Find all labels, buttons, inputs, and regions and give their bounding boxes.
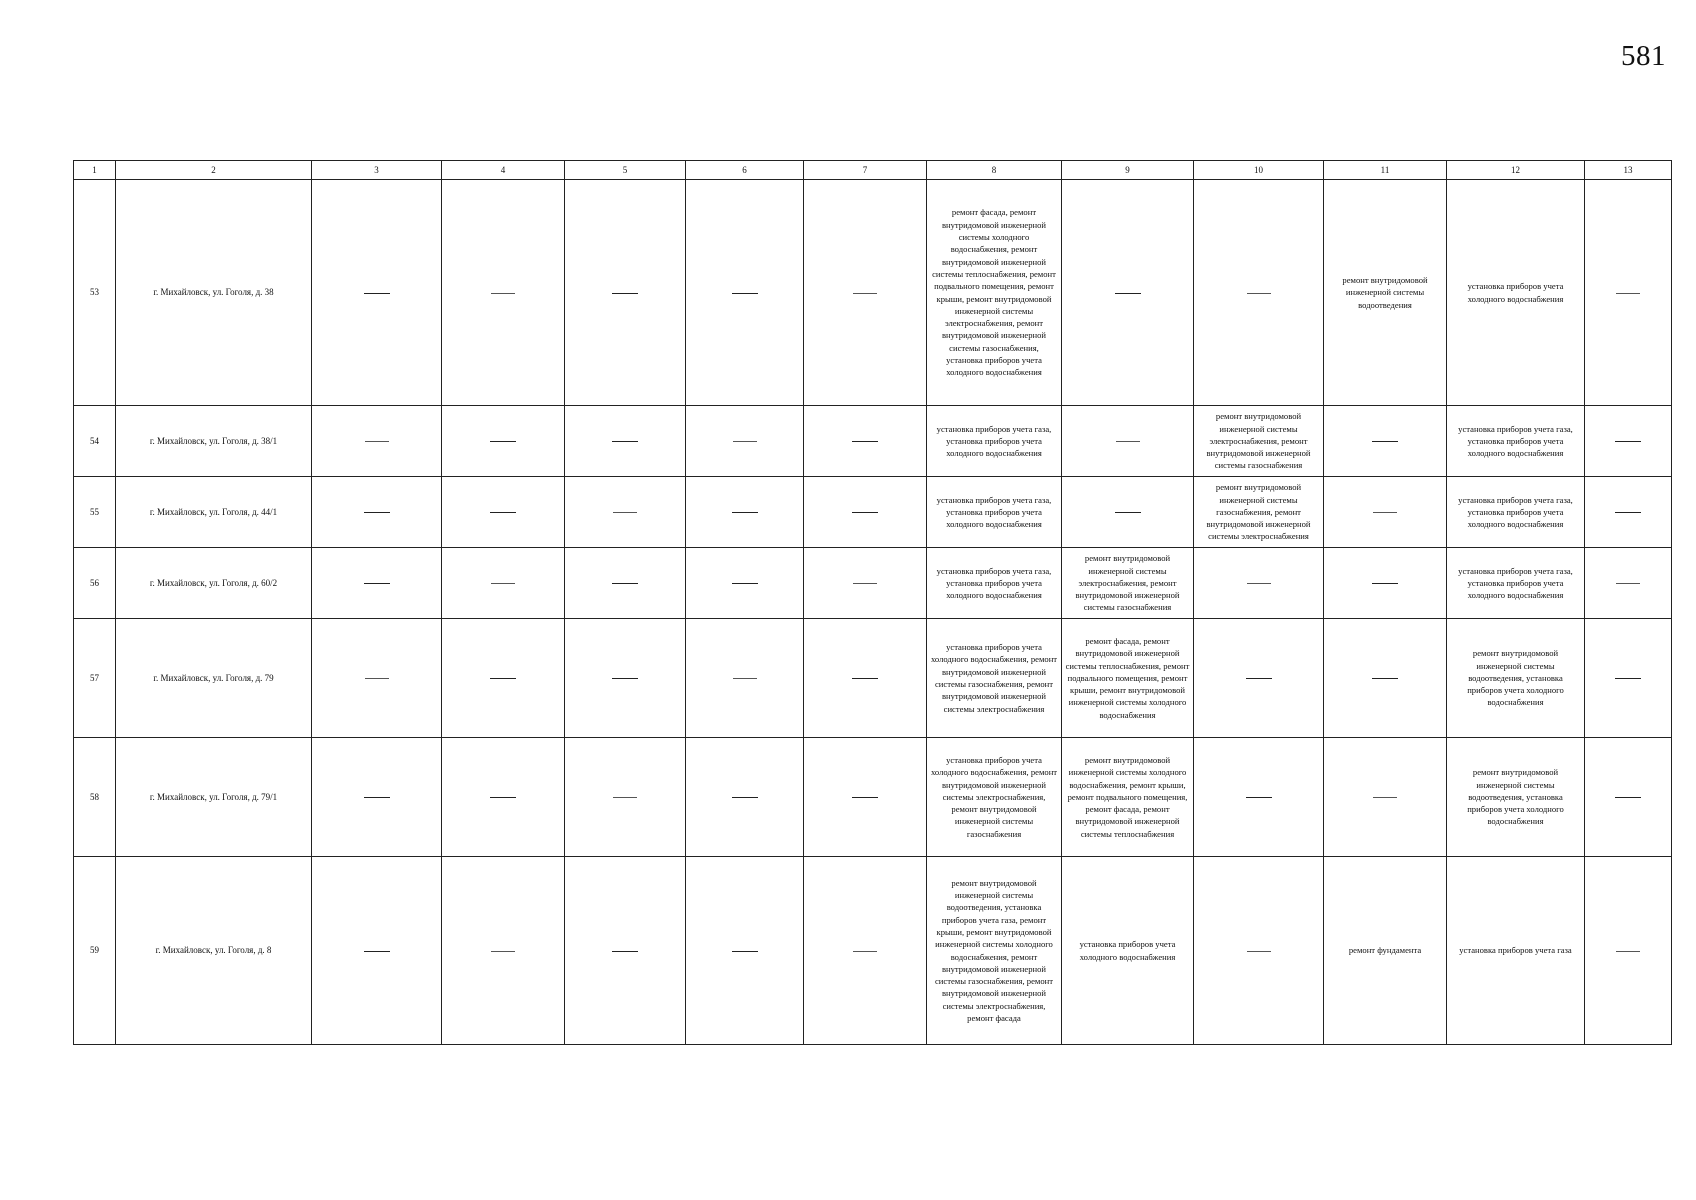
empty-cell-col-5 [565,619,686,738]
dash-mark [1373,797,1397,798]
empty-cell-col-4 [442,738,565,857]
work-cell-col-9: ремонт фасада, ремонт внутридомовой инженерной системы теплоснабжения, ремонт подвального помещения, ремонт крыши, ремонт внутридомовой инженерной системы холодного водоснабжения [1062,619,1194,738]
dash-mark [612,678,638,679]
dash-mark [1115,512,1141,513]
dash-mark [852,441,878,442]
dash-mark [853,293,877,294]
work-cell-col-12: ремонт внутридомовой инженерной системы водоотведения, установка приборов учета холодного водоснабжения [1447,619,1585,738]
work-cell-col-12: установка приборов учета газа [1447,857,1585,1045]
dash-mark [1246,797,1272,798]
dash-mark [612,293,638,294]
row-number: 56 [74,548,116,619]
empty-cell-col-9 [1062,477,1194,548]
empty-cell-col-11 [1324,406,1447,477]
dash-mark [1372,583,1398,584]
column-header-9: 9 [1062,161,1194,180]
table-header [74,161,1672,180]
empty-cell-col-6 [686,548,804,619]
column-header-1: 1 [74,161,116,180]
empty-cell-col-6 [686,477,804,548]
dash-mark [490,797,516,798]
dash-mark [491,583,515,584]
address-cell: г. Михайловск, ул. Гоголя, д. 38/1 [116,406,312,477]
column-header-2: 2 [116,161,312,180]
dash-mark [364,797,390,798]
empty-cell-col-7 [804,619,927,738]
row-number: 58 [74,738,116,857]
dash-mark [491,951,515,952]
work-cell-col-11: ремонт внутридомовой инженерной системы водоотведения [1324,180,1447,406]
column-header-3: 3 [312,161,442,180]
row-number: 53 [74,180,116,406]
empty-cell-col-13 [1585,477,1672,548]
empty-cell-col-4 [442,857,565,1045]
dash-mark [733,441,757,442]
dash-mark [1372,678,1398,679]
dash-mark [1616,293,1640,294]
empty-cell-col-4 [442,548,565,619]
column-header-13: 13 [1585,161,1672,180]
dash-mark [732,583,758,584]
dash-mark [364,293,390,294]
table-row [74,180,1672,406]
table-row [74,619,1672,738]
empty-cell-col-3 [312,477,442,548]
empty-cell-col-3 [312,738,442,857]
empty-cell-col-11 [1324,619,1447,738]
column-header-10: 10 [1194,161,1324,180]
registry-table [73,160,1672,1045]
column-header-12: 12 [1447,161,1585,180]
dash-mark [1615,441,1641,442]
work-cell-col-8: установка приборов учета газа, установка приборов учета холодного водоснабжения [927,548,1062,619]
work-cell-col-9: ремонт внутридомовой инженерной системы электроснабжения, ремонт внутридомовой инженерной системы газоснабжения [1062,548,1194,619]
dash-mark [1616,583,1640,584]
empty-cell-col-5 [565,548,686,619]
empty-cell-col-10 [1194,619,1324,738]
empty-cell-col-4 [442,180,565,406]
empty-cell-col-10 [1194,857,1324,1045]
empty-cell-col-7 [804,857,927,1045]
empty-cell-col-4 [442,406,565,477]
dash-mark [1615,797,1641,798]
empty-cell-col-5 [565,857,686,1045]
empty-cell-col-11 [1324,548,1447,619]
dash-mark [732,512,758,513]
work-cell-col-12: ремонт внутридомовой инженерной системы водоотведения, установка приборов учета холодного водоснабжения [1447,738,1585,857]
dash-mark [852,678,878,679]
dash-mark [612,441,638,442]
empty-cell-col-6 [686,180,804,406]
empty-cell-col-13 [1585,857,1672,1045]
table-body [74,180,1672,1045]
empty-cell-col-7 [804,738,927,857]
dash-mark [365,678,389,679]
empty-cell-col-13 [1585,738,1672,857]
dash-mark [365,441,389,442]
table-row [74,477,1672,548]
dash-mark [732,951,758,952]
empty-cell-col-3 [312,180,442,406]
dash-mark [364,583,390,584]
dash-mark [853,583,877,584]
dash-mark [1247,951,1271,952]
dash-mark [1116,441,1140,442]
empty-cell-col-11 [1324,477,1447,548]
empty-cell-col-3 [312,619,442,738]
row-number: 55 [74,477,116,548]
address-cell: г. Михайловск, ул. Гоголя, д. 79/1 [116,738,312,857]
work-cell-col-8: ремонт внутридомовой инженерной системы водоотведения, установка приборов учета газа, ремонт крыши, ремонт внутридомовой инженерной системы холодного водоснабжения, ремонт внутридомовой инженерной системы газоснабжения, ремонт внутридомовой инженерной системы электроснабжения, ремонт фасада [927,857,1062,1045]
row-number: 59 [74,857,116,1045]
address-cell: г. Михайловск, ул. Гоголя, д. 8 [116,857,312,1045]
dash-mark [612,951,638,952]
empty-cell-col-9 [1062,180,1194,406]
empty-cell-col-13 [1585,406,1672,477]
empty-cell-col-10 [1194,548,1324,619]
work-cell-col-12: установка приборов учета газа, установка приборов учета холодного водоснабжения [1447,477,1585,548]
empty-cell-col-5 [565,180,686,406]
work-cell-col-8: установка приборов учета газа, установка приборов учета холодного водоснабжения [927,477,1062,548]
dash-mark [1247,583,1271,584]
work-cell-col-8: ремонт фасада, ремонт внутридомовой инженерной системы холодного водоснабжения, ремонт внутридомовой инженерной системы теплоснабжения, ремонт подвального помещения, ремонт крыши, ремонт внутридомовой инженерной системы электроснабжения, ремонт внутридомовой инженерной системы газоснабжения, установка приборов учета холодного водоснабжения [927,180,1062,406]
table-row [74,857,1672,1045]
empty-cell-col-13 [1585,548,1672,619]
empty-cell-col-7 [804,180,927,406]
dash-mark [733,678,757,679]
empty-cell-col-6 [686,738,804,857]
dash-mark [490,678,516,679]
dash-mark [364,951,390,952]
column-header-7: 7 [804,161,927,180]
table-row [74,406,1672,477]
row-number: 54 [74,406,116,477]
work-cell-col-10: ремонт внутридомовой инженерной системы электроснабжения, ремонт внутридомовой инженерной системы газоснабжения [1194,406,1324,477]
work-cell-col-8: установка приборов учета холодного водоснабжения, ремонт внутридомовой инженерной системы электроснабжения, ремонт внутридомовой инженерной системы газоснабжения [927,738,1062,857]
column-header-11: 11 [1324,161,1447,180]
empty-cell-col-9 [1062,406,1194,477]
dash-mark [490,441,516,442]
empty-cell-col-6 [686,857,804,1045]
column-header-8: 8 [927,161,1062,180]
empty-cell-col-13 [1585,619,1672,738]
table-row [74,738,1672,857]
dash-mark [852,797,878,798]
empty-cell-col-10 [1194,738,1324,857]
empty-cell-col-4 [442,477,565,548]
empty-cell-col-11 [1324,738,1447,857]
work-cell-col-11: ремонт фундамента [1324,857,1447,1045]
dash-mark [732,797,758,798]
dash-mark [1616,951,1640,952]
work-cell-col-12: установка приборов учета газа, установка приборов учета холодного водоснабжения [1447,548,1585,619]
column-header-6: 6 [686,161,804,180]
address-cell: г. Михайловск, ул. Гоголя, д. 44/1 [116,477,312,548]
work-cell-col-9: установка приборов учета холодного водоснабжения [1062,857,1194,1045]
dash-mark [852,512,878,513]
work-cell-col-12: установка приборов учета холодного водоснабжения [1447,180,1585,406]
work-cell-col-10: ремонт внутридомовой инженерной системы газоснабжения, ремонт внутридомовой инженерной системы электроснабжения [1194,477,1324,548]
column-header-4: 4 [442,161,565,180]
dash-mark [364,512,390,513]
address-cell: г. Михайловск, ул. Гоголя, д. 38 [116,180,312,406]
empty-cell-col-7 [804,406,927,477]
dash-mark [853,951,877,952]
dash-mark [1247,293,1271,294]
empty-cell-col-7 [804,477,927,548]
dash-mark [613,797,637,798]
table-row [74,548,1672,619]
empty-cell-col-13 [1585,180,1672,406]
empty-cell-col-4 [442,619,565,738]
empty-cell-col-5 [565,477,686,548]
work-cell-col-8: установка приборов учета холодного водоснабжения, ремонт внутридомовой инженерной системы газоснабжения, ремонт внутридомовой инженерной системы электроснабжения [927,619,1062,738]
empty-cell-col-3 [312,548,442,619]
dash-mark [732,293,758,294]
page-number: 581 [1621,40,1666,72]
dash-mark [1615,678,1641,679]
empty-cell-col-10 [1194,180,1324,406]
empty-cell-col-6 [686,619,804,738]
work-cell-col-9: ремонт внутридомовой инженерной системы холодного водоснабжения, ремонт крыши, ремонт подвального помещения, ремонт фасада, ремонт внутридомовой инженерной системы теплоснабжения [1062,738,1194,857]
work-cell-col-12: установка приборов учета газа, установка приборов учета холодного водоснабжения [1447,406,1585,477]
dash-mark [490,512,516,513]
dash-mark [1615,512,1641,513]
work-cell-col-8: установка приборов учета газа, установка приборов учета холодного водоснабжения [927,406,1062,477]
dash-mark [1246,678,1272,679]
address-cell: г. Михайловск, ул. Гоголя, д. 60/2 [116,548,312,619]
address-cell: г. Михайловск, ул. Гоголя, д. 79 [116,619,312,738]
dash-mark [612,583,638,584]
empty-cell-col-5 [565,738,686,857]
row-number: 57 [74,619,116,738]
empty-cell-col-7 [804,548,927,619]
dash-mark [1373,512,1397,513]
dash-mark [491,293,515,294]
empty-cell-col-3 [312,406,442,477]
empty-cell-col-3 [312,857,442,1045]
dash-mark [613,512,637,513]
dash-mark [1372,441,1398,442]
empty-cell-col-5 [565,406,686,477]
empty-cell-col-6 [686,406,804,477]
dash-mark [1115,293,1141,294]
column-header-5: 5 [565,161,686,180]
header-row [74,161,1672,180]
